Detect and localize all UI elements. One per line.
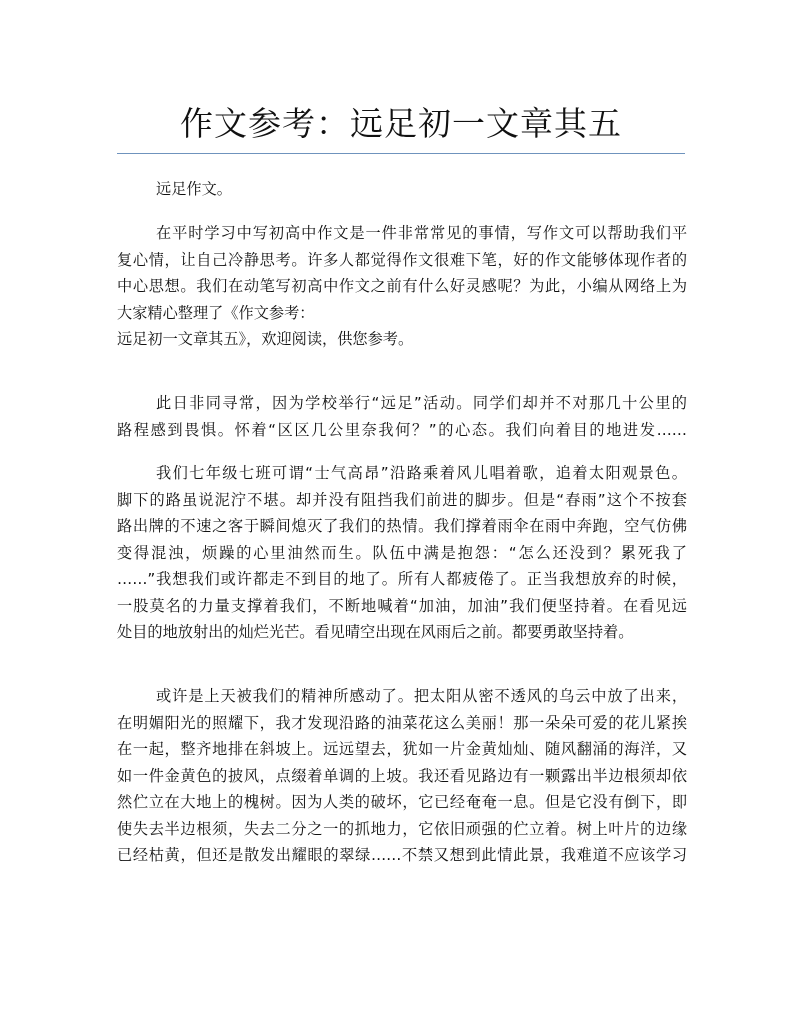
text-line: 路出牌的不速之客于瞬间熄灭了我们的热情。我们撑着雨伞在雨中奔跑，空气仿佛 xyxy=(117,517,687,535)
text-line: 使失去半边根须，失去二分之一的抓地力，它依旧顽强的伫立着。树上叶片的边缘 xyxy=(117,819,687,838)
text-line: 中心思想。我们在动笔写初高中作文之前有什么好灵感呢？为此，小编从网络上为 xyxy=(117,277,687,295)
text-line: 我们七年级七班可谓“士气高昂”沿路乘着风儿唱着歌，追着太阳观景色。 xyxy=(156,464,687,482)
page-title: 作文参考：远足初一文章其五 xyxy=(180,104,622,143)
paragraph-rain xyxy=(117,460,687,646)
paragraph-preface xyxy=(117,220,687,353)
text-line: 此日非同寻常，因为学校举行“远足”活动。同学们却并不对那几十公里的 xyxy=(156,394,687,412)
text-line: 远足初一文章其五》，欢迎阅读，供您参考。 xyxy=(117,330,414,348)
text-line: 在平时学习中写初高中作文是一件非常常见的事情，写作文可以帮助我们平 xyxy=(156,224,687,242)
text-line: 变得混浊，烦躁的心里油然而生。队伍中满是抱怨：“怎么还没到？累死我了 xyxy=(117,543,687,562)
title-divider xyxy=(117,153,685,154)
paragraph-sunshine xyxy=(117,683,687,869)
text-line: 一股莫名的力量支撑着我们，不断地喊着“加油，加油”我们便坚持着。在看见远 xyxy=(117,596,687,615)
text-line: 处目的地放射出的灿烂光芒。看见晴空出现在风雨后之前。都要勇敢坚持着。 xyxy=(117,623,634,641)
text-line: 已经枯黄，但还是散发出耀眼的翠绿……不禁又想到此情此景，我难道不应该学习 xyxy=(117,846,687,864)
text-line: 脚下的路虽说泥泞不堪。却并没有阻挡我们前进的脚步。但是“春雨”这个不按套 xyxy=(117,490,687,509)
text-line: ……”我想我们或许都走不到目的地了。所有人都疲倦了。正当我想放弃的时候， xyxy=(117,570,687,588)
text-line: 复心情，让自己冷静思考。许多人都觉得作文很难下笔，好的作文能够体现作者的 xyxy=(117,250,687,269)
paragraph-story-opening xyxy=(117,390,687,443)
text-line: 或许是上天被我们的精神所感动了。把太阳从密不透风的乌云中放了出来， xyxy=(156,687,687,705)
text-line: 然伫立在大地上的槐树。因为人类的破坏，它已经奄奄一息。但是它没有倒下，即 xyxy=(117,793,687,811)
text-line: 在明媚阳光的照耀下，我才发现沿路的油菜花这么美丽！那一朵朵可爱的花儿紧挨 xyxy=(117,713,687,732)
text-line: 远足作文。 xyxy=(156,180,232,198)
text-line: 路程感到畏惧。怀着“区区几公里奈我何？”的心态。我们向着目的地进发…… xyxy=(117,420,687,439)
text-line: 大家精心整理了《作文参考： xyxy=(117,303,315,322)
text-line: 在一起，整齐地排在斜坡上。远远望去，犹如一片金黄灿灿、随风翻涌的海洋，又 xyxy=(117,740,687,758)
paragraph-intro xyxy=(117,176,687,203)
text-line: 如一件金黄色的披风，点缀着单调的上坡。我还看见路边有一颗露出半边根须却依 xyxy=(117,766,687,785)
